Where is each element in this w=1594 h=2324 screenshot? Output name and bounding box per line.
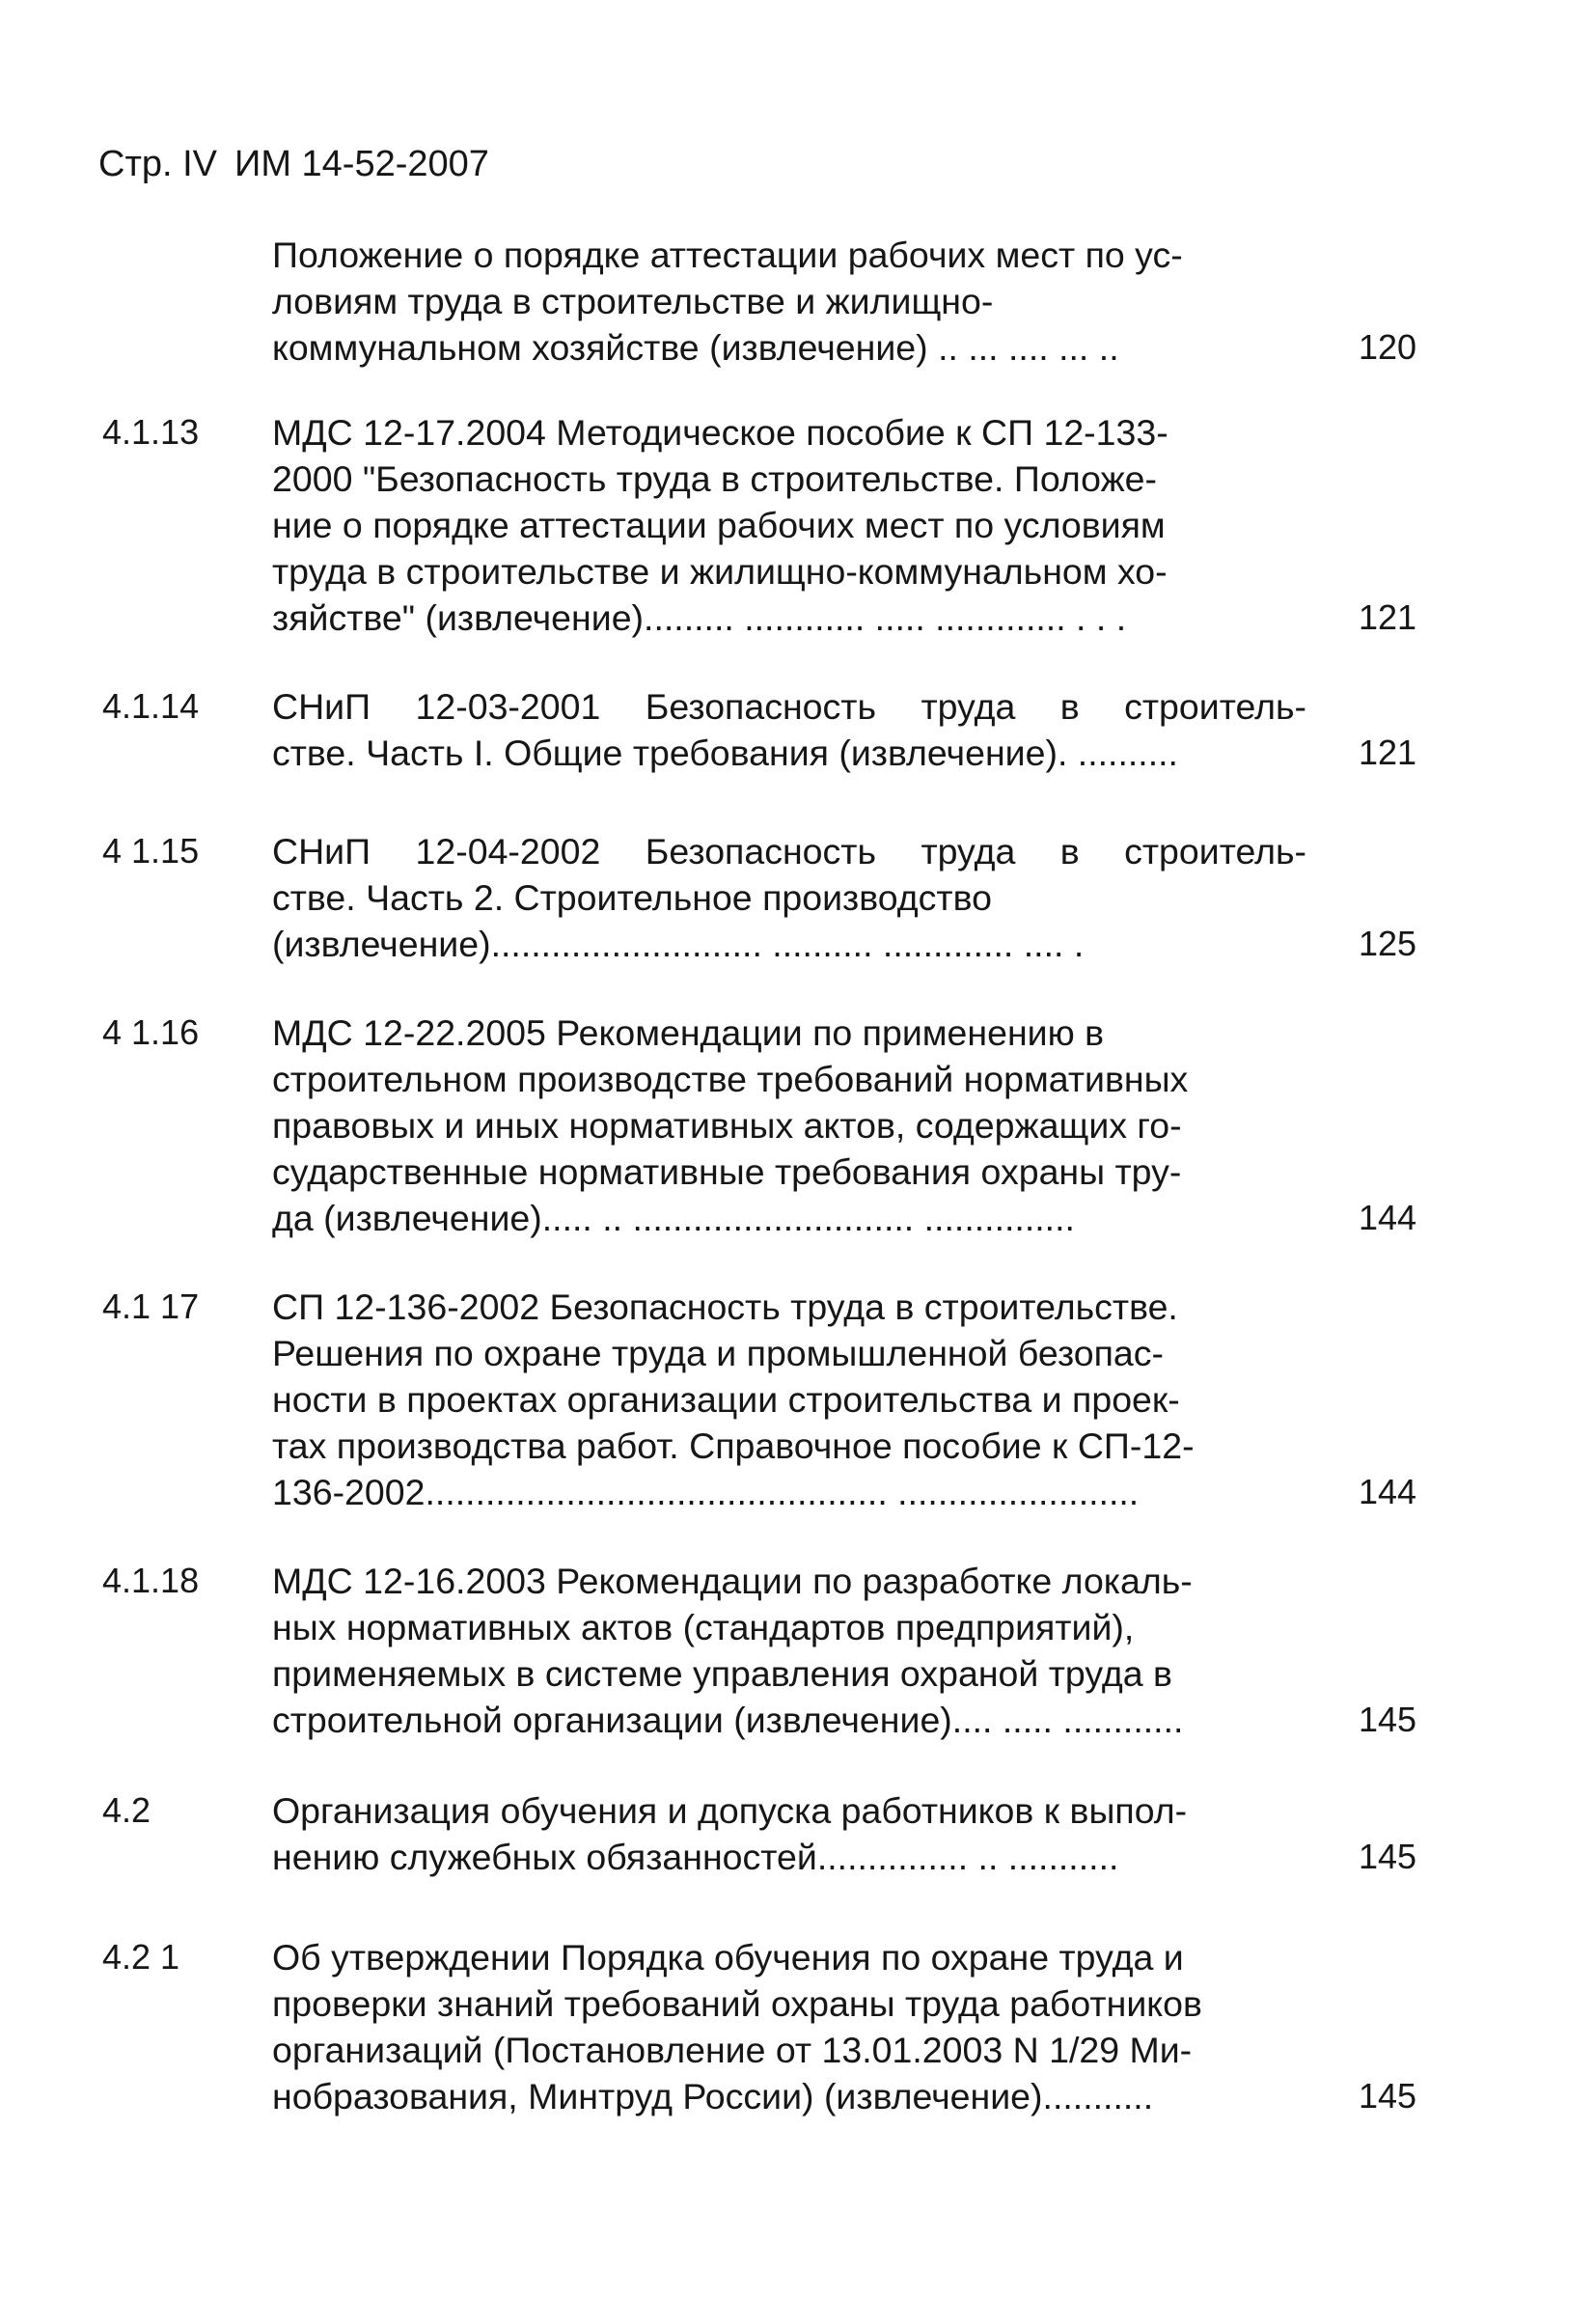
entry-title-line: 136-2002.............................................. ........................ (272, 1472, 1140, 1512)
entry-number: 4.1.18 (102, 1561, 200, 1600)
entry-page-number: 144 (1359, 1198, 1417, 1237)
entry-title-line: Организация обучения и допуска работников к выпол- (272, 1790, 1188, 1831)
entry-title-line: МДС 12-16.2003 Рекомендации по разработке локаль- (272, 1561, 1193, 1601)
entry-title (272, 1010, 1324, 1241)
entry-title-line: применяемых в системе управления охраной труда в (272, 1653, 1172, 1694)
entry-number: 4.1 17 (102, 1286, 200, 1326)
entry-title-line: зяйстве" (извлечение)......... ............ ..... ............. . . . (272, 597, 1127, 638)
entry-title (272, 1284, 1324, 1515)
entry-number: 4.2 (102, 1790, 151, 1830)
entry-title-line: труда в строительстве и жилищно-коммунальном хо- (272, 551, 1168, 592)
entry-page-number: 145 (1359, 1700, 1417, 1739)
entry-title-line: СП 12-136-2002 Безопасность труда в строительстве. (272, 1286, 1178, 1327)
entry-number: 4.1.13 (102, 412, 200, 452)
document-code: ИМ 14-52-2007 (234, 144, 489, 184)
entry-page-number: 125 (1359, 924, 1417, 963)
entry-title-line: ние о порядке аттестации рабочих мест по условиям (272, 505, 1166, 545)
entry-page-number: 145 (1359, 1837, 1417, 1876)
entry-title-line: коммунальном хозяйстве (извлечение) .. ... .... ... .. (272, 327, 1119, 368)
entry-title (272, 1558, 1324, 1743)
entry-title-line: стве. Часть I. Общие требования (извлечение). .......... (272, 733, 1178, 773)
entry-title-line: да (извлечение)..... .. ............................ ............... (272, 1198, 1075, 1238)
entry-number: 4 1.16 (102, 1012, 200, 1052)
entry-title-line: Положение о порядке аттестации рабочих мест по ус- (272, 235, 1183, 275)
entry-title-line: сударственные нормативные требования охраны тру- (272, 1151, 1182, 1192)
entry-title-line: стве. Часть 2. Строительное производство (272, 877, 992, 918)
entry-title-line: строительной организации (извлечение).... ..... ............ (272, 1700, 1184, 1740)
entry-title-line: Об утверждении Порядка обучения по охране труда и (272, 1937, 1184, 1978)
entry-title-line: СНиП 12-04-2002 Безопасность труда в строитель- (272, 831, 1306, 872)
entry-title-line: организаций (Постановление от 13.01.2003 N 1/29 Ми- (272, 2030, 1193, 2070)
entry-number: 4.2 1 (102, 1937, 180, 1977)
entry-title (272, 683, 1324, 776)
entry-page-number: 121 (1359, 733, 1417, 772)
entry-title-line: Решения по охране труда и промышленной безопас- (272, 1333, 1164, 1373)
entry-page-number: 120 (1359, 327, 1417, 367)
entry-title-line: 2000 "Безопасность труда в строительстве. Положе- (272, 458, 1158, 499)
entry-title (272, 409, 1324, 641)
entry-title-line: правовых и иных нормативных актов, содержащих го- (272, 1105, 1182, 1146)
entry-title-line: нобразования, Минтруд России) (извлечение)........... (272, 2076, 1154, 2116)
entry-title-line: строительном производстве требований нормативных (272, 1059, 1189, 1099)
entry-title-line: нению служебных обязанностей............... .. ........... (272, 1837, 1119, 1877)
entry-number: 4.1.14 (102, 686, 200, 726)
entry-title-line: (извлечение)........................... .......... ............. .... . (272, 924, 1085, 964)
entry-title-line: тах производства работ. Справочное пособие к СП-12- (272, 1425, 1195, 1466)
entry-title-line: ловиям труда в строительстве и жилищно- (272, 281, 994, 321)
entry-title-line: ных нормативных актов (стандартов предприятий), (272, 1607, 1135, 1647)
entry-page-number: 121 (1359, 597, 1417, 637)
entry-title (272, 232, 1324, 371)
entry-title (272, 1787, 1324, 1880)
page-header (98, 141, 489, 187)
entry-title-line: ности в проектах организации строительства и проек- (272, 1379, 1180, 1420)
entry-page-number: 145 (1359, 2076, 1417, 2116)
entry-title (272, 1934, 1324, 2119)
entry-title (272, 828, 1324, 967)
entry-number: 4 1.15 (102, 831, 200, 871)
entry-title-line: МДС 12-17.2004 Методическое пособие к СП 12-133- (272, 412, 1168, 453)
page-label: Стр. IV (98, 144, 217, 184)
entry-title-line: МДС 12-22.2005 Рекомендации по применению в (272, 1012, 1105, 1053)
entry-page-number: 144 (1359, 1472, 1417, 1511)
entry-title-line: проверки знаний требований охраны труда работников (272, 1983, 1202, 2024)
entry-title-line: СНиП 12-03-2001 Безопасность труда в строитель- (272, 686, 1306, 727)
